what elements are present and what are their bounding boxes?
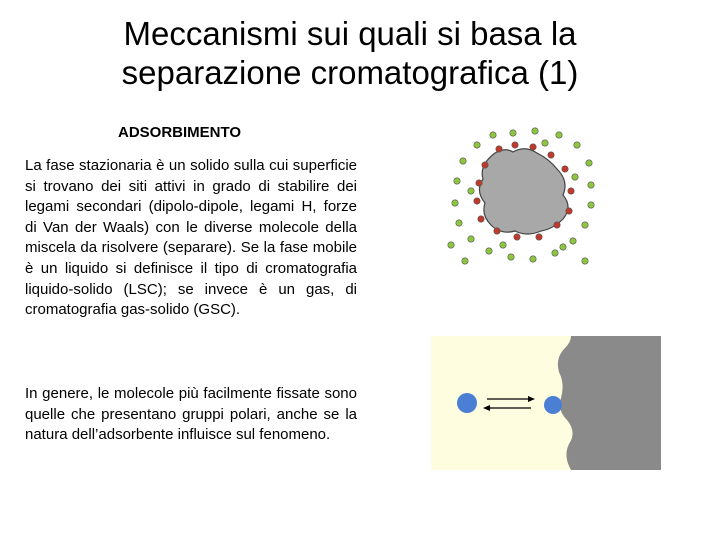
free-molecule bbox=[456, 220, 462, 226]
adsorbed-surface-molecule bbox=[544, 396, 562, 414]
free-molecule bbox=[552, 250, 558, 256]
solid-particle bbox=[479, 149, 568, 234]
adsorbed-molecule bbox=[512, 142, 518, 148]
free-molecule bbox=[468, 236, 474, 242]
adsorbed-molecule bbox=[478, 216, 484, 222]
free-molecule bbox=[462, 258, 468, 264]
free-molecule bbox=[586, 160, 592, 166]
free-molecule bbox=[490, 132, 496, 138]
free-molecule bbox=[560, 244, 566, 250]
adsorbed-molecule bbox=[496, 146, 502, 152]
free-molecule bbox=[588, 202, 594, 208]
free-molecule bbox=[572, 174, 578, 180]
adsorbed-molecule bbox=[482, 162, 488, 168]
solid-surface bbox=[558, 336, 661, 470]
slide-title bbox=[60, 14, 640, 92]
adsorbed-molecule bbox=[566, 208, 572, 214]
free-molecule bbox=[574, 142, 580, 148]
free-molecule bbox=[582, 258, 588, 264]
free-molecule bbox=[457, 393, 477, 413]
adsorbed-molecule bbox=[536, 234, 542, 240]
adsorbed-molecule bbox=[476, 180, 482, 186]
free-molecule bbox=[582, 222, 588, 228]
paragraph-stationary-phase: La fase stazionaria è un solido sulla cui superficie si trovano dei siti attivi in grado di stabilire dei legami secondari (dipolo-dipole, legami H, forze di Van der Waals) con le diverse molecole della miscela da risolvere (separare). Se la fase mobile è un liquido si definisce il tipo di cromatografia liquido-solido (LSC); se invece è un gas, di cromatografia gas-solido (GSC). bbox=[25, 157, 357, 319]
adsorbed-molecule bbox=[494, 228, 500, 234]
adsorbed-molecule bbox=[562, 166, 568, 172]
free-molecule bbox=[532, 128, 538, 134]
free-molecule bbox=[460, 158, 466, 164]
adsorbed-molecule bbox=[548, 152, 554, 158]
title-line-1: Meccanismi sui quali si basa la bbox=[123, 15, 577, 52]
title-line-2: separazione cromatografica (1) bbox=[121, 54, 579, 91]
free-molecule bbox=[510, 130, 516, 136]
free-molecule bbox=[508, 254, 514, 260]
adsorption-particle-figure bbox=[445, 125, 595, 270]
free-molecule bbox=[530, 256, 536, 262]
adsorbed-molecule bbox=[530, 144, 536, 150]
adsorbed-molecule bbox=[568, 188, 574, 194]
surface-interaction-figure bbox=[431, 336, 661, 470]
free-molecule bbox=[452, 200, 458, 206]
free-molecule bbox=[474, 142, 480, 148]
adsorbed-molecule bbox=[474, 198, 480, 204]
adsorbed-molecule bbox=[554, 222, 560, 228]
free-molecule bbox=[588, 182, 594, 188]
free-molecule bbox=[486, 248, 492, 254]
free-molecule bbox=[468, 188, 474, 194]
free-molecule bbox=[570, 238, 576, 244]
free-molecule bbox=[500, 242, 506, 248]
free-molecule bbox=[542, 140, 548, 146]
section-heading: ADSORBIMENTO bbox=[118, 124, 242, 141]
paragraph-polar-groups: In genere, le molecole più facilmente fissate sono quelle che presentano gruppi polari, anche se la natura dell’adsorbente influisce sul fenomeno. bbox=[25, 385, 357, 444]
free-molecule bbox=[448, 242, 454, 248]
adsorbed-molecule bbox=[514, 234, 520, 240]
free-molecule bbox=[454, 178, 460, 184]
free-molecule bbox=[556, 132, 562, 138]
